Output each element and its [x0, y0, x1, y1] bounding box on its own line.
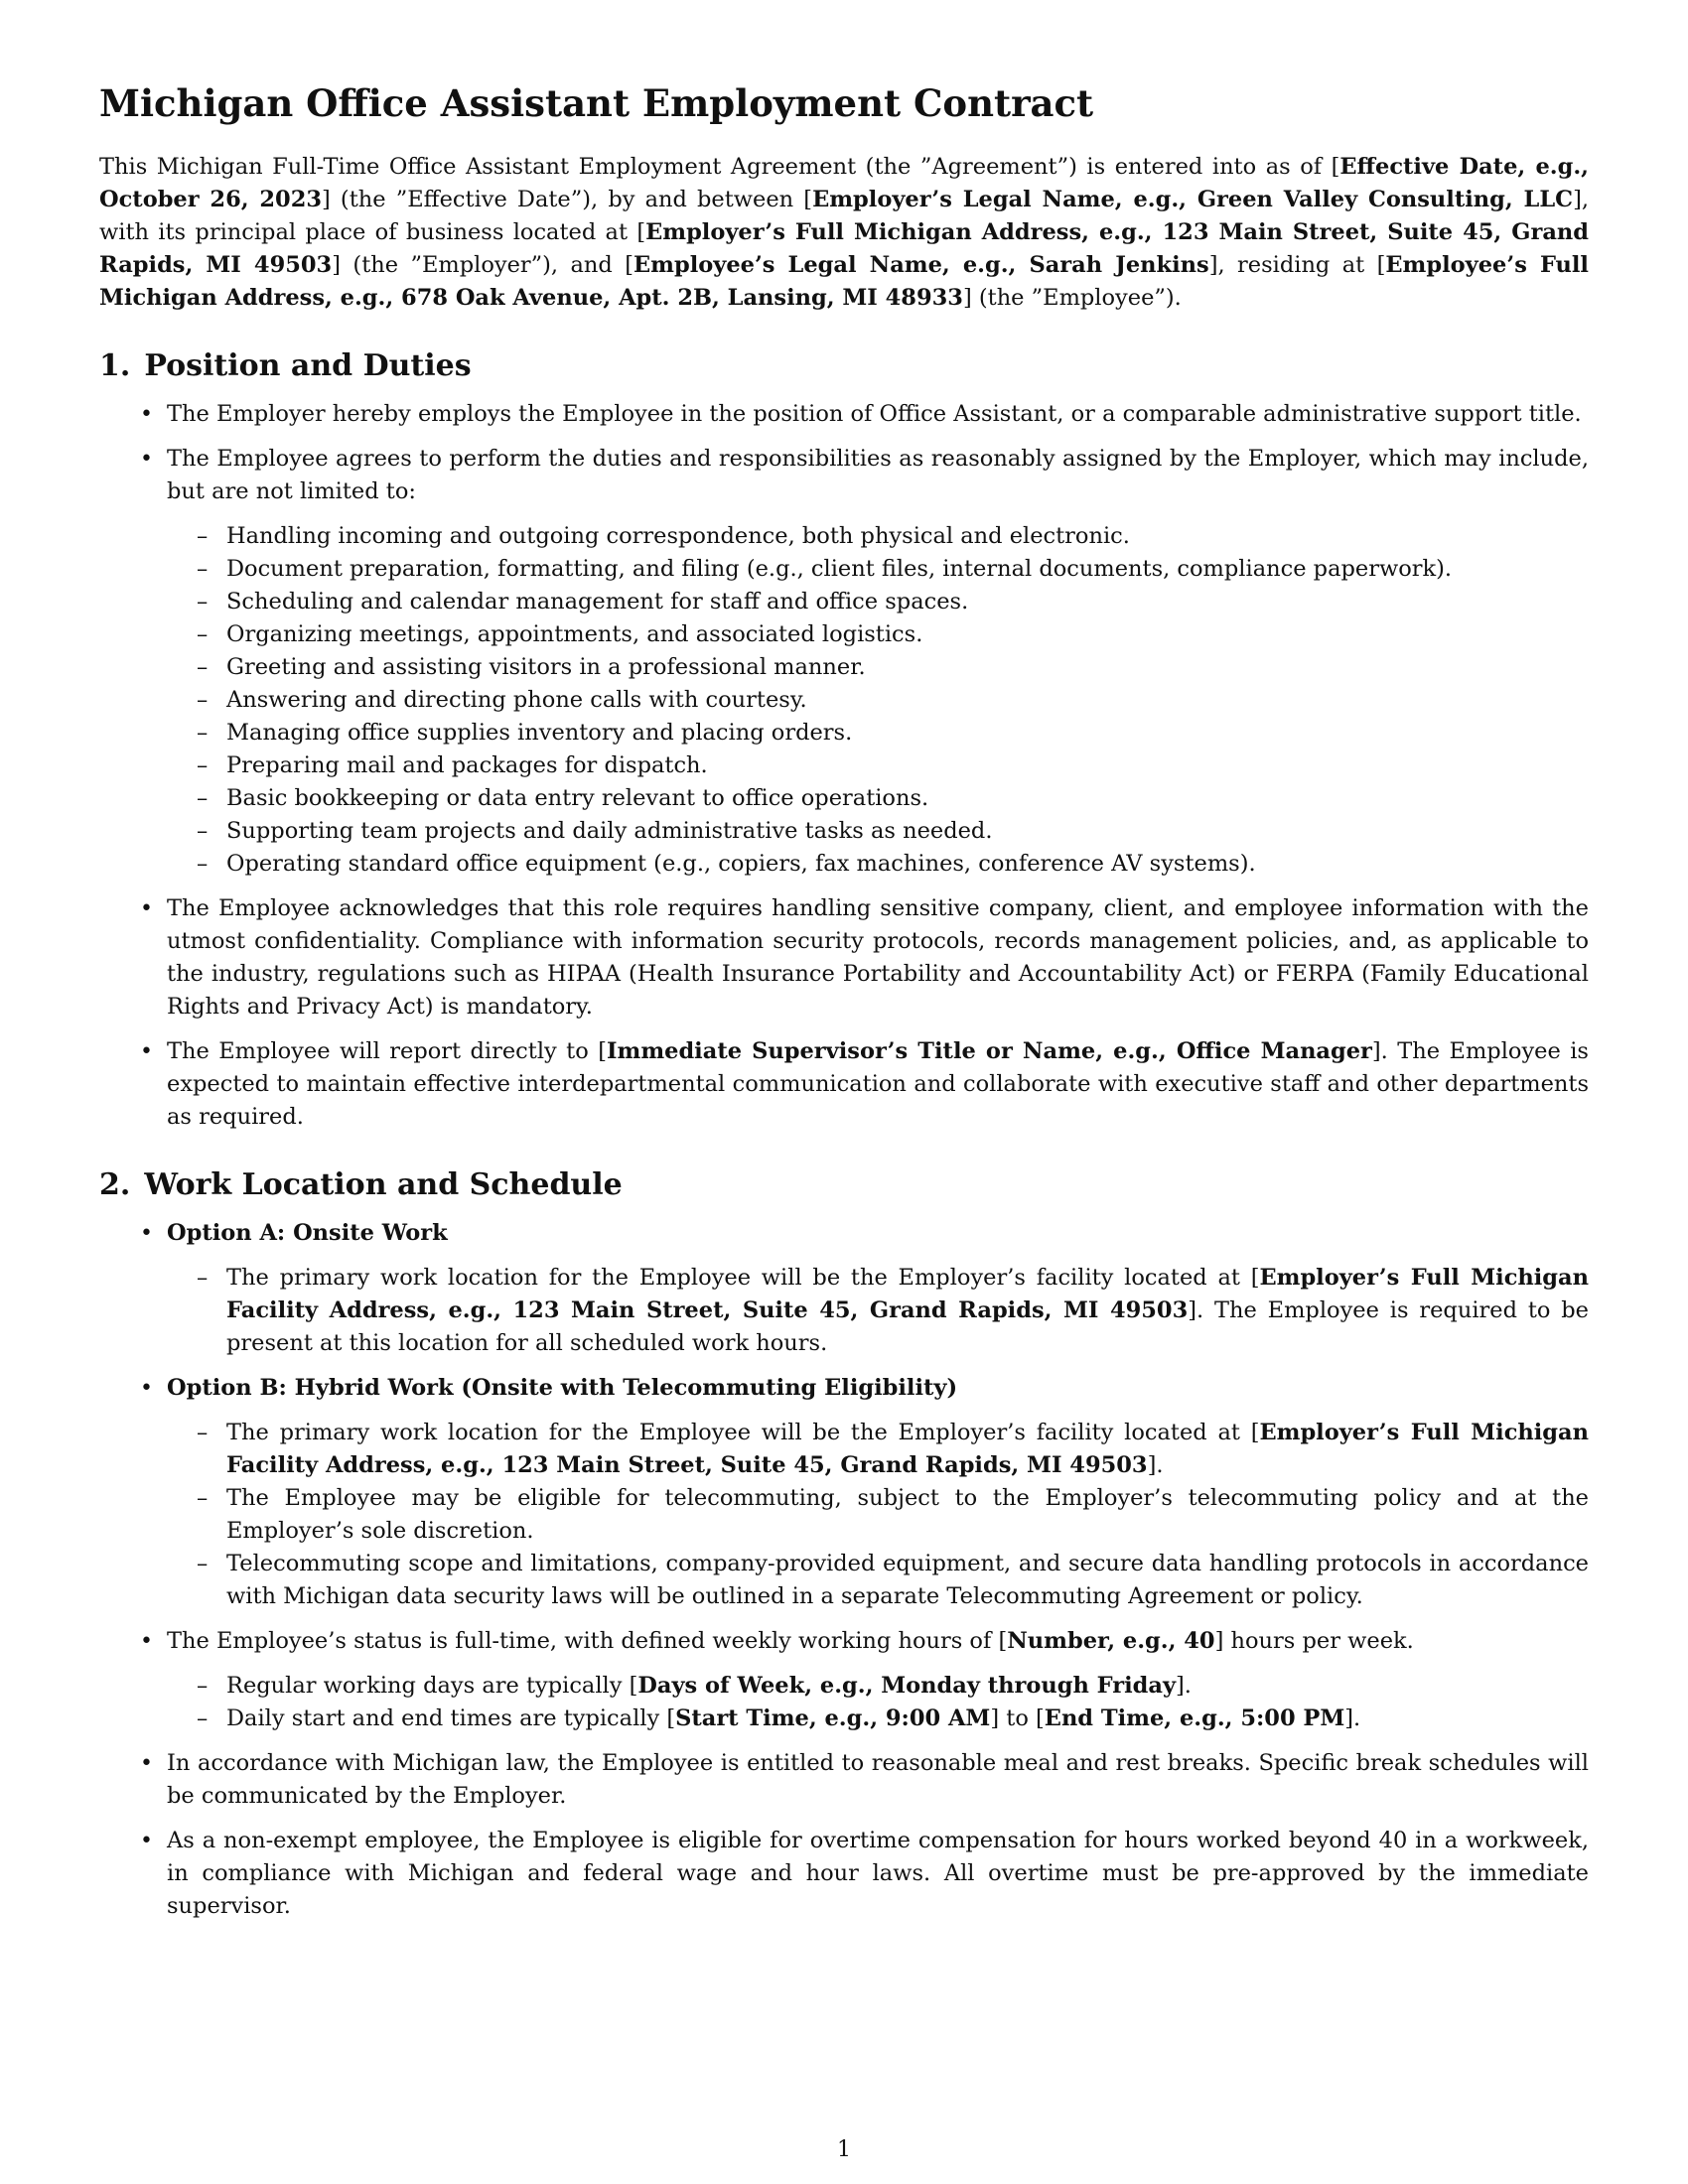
- reporting-bullet: [167, 1035, 1589, 1134]
- option-b-list: [167, 1417, 1589, 1613]
- duty-item: – Operating standard office equipment (e.g., copiers, fax machines, conference AV systems).: [226, 848, 1589, 881]
- duties-bullet: [167, 443, 1589, 881]
- duty-item: – Answering and directing phone calls with courtesy.: [226, 684, 1589, 717]
- employer-name-placeholder: Employer’s Legal Name, e.g., Green Valley Consulting, LLC: [812, 187, 1574, 213]
- duty-item: – Scheduling and calendar management for staff and office spaces.: [226, 586, 1589, 618]
- schedule-text: Daily start and end times are typically [: [226, 1706, 676, 1732]
- option-a-title: Option A: Onsite Work: [167, 1220, 448, 1247]
- option-b-item: [226, 1417, 1589, 1482]
- duty-item: – Handling incoming and outgoing correspondence, both physical and electronic.: [226, 520, 1589, 553]
- option-text: The primary work location for the Employee will be the Employer’s facility located at [: [226, 1265, 1260, 1292]
- intro-text: This Michigan Full-Time Office Assistant Employment Agreement (the ”Agreement”) is entered into as of [: [99, 154, 1340, 181]
- option-text: ]. The Employee is required to be present at this location for all scheduled work hours.: [226, 1297, 1589, 1357]
- schedule-text: ].: [1344, 1706, 1361, 1732]
- confidentiality-bullet: • The Employee acknowledges that this role requires handling sensitive company, client, and employee information with the utmost confidentiality. Compliance with information security protocols, records management policies, and, as applicable to the industry, regulations such as HIPAA (Health Insurance Portability and Accountability Act) or FERPA (Family Educational Rights and Privacy Act) is mandatory.: [167, 892, 1589, 1024]
- schedule-text: ].: [1176, 1673, 1192, 1700]
- reporting-text: The Employee will report directly to [: [167, 1038, 607, 1065]
- document-page: [99, 81, 1589, 1935]
- option-b-item: – The Employee may be eligible for telecommuting, subject to the Employer’s telecommuting policy and at the Employer’s sole discretion.: [226, 1482, 1589, 1548]
- start-time-placeholder: Start Time, e.g., 9:00 AM: [675, 1706, 991, 1732]
- section-number: 1.: [99, 348, 131, 384]
- employee-address-placeholder: Employee’s Full Michigan Address, e.g., 678 Oak Avenue, Apt. 2B, Lansing, MI 48933: [99, 252, 1589, 312]
- working-days-item: [226, 1670, 1589, 1703]
- intro-paragraph: [99, 151, 1589, 315]
- status-bullet: [167, 1625, 1589, 1735]
- facility-address-placeholder: Employer’s Full Michigan Facility Address, e.g., 123 Main Street, Suite 45, Grand Rapids, MI 49503: [226, 1420, 1589, 1479]
- duty-item: – Document preparation, formatting, and filing (e.g., client files, internal documents, compliance paperwork).: [226, 553, 1589, 586]
- duty-item: – Greeting and assisting visitors in a professional manner.: [226, 651, 1589, 684]
- duty-item: – Preparing mail and packages for dispatch.: [226, 750, 1589, 782]
- section-number: 2.: [99, 1167, 131, 1203]
- hours-placeholder: Number, e.g., 40: [1007, 1628, 1215, 1655]
- intro-text: ], with its principal place of business located at [: [99, 187, 1589, 246]
- effective-date-placeholder: Effective Date, e.g., October 26, 2023: [99, 154, 1590, 213]
- working-times-item: [226, 1703, 1589, 1735]
- option-b-bullet: [167, 1372, 1589, 1613]
- document-title: Michigan Office Assistant Employment Contract: [99, 81, 1094, 125]
- duty-item: – Supporting team projects and daily administrative tasks as needed.: [226, 815, 1589, 848]
- breaks-bullet: • In accordance with Michigan law, the Employee is entitled to reasonable meal and rest breaks. Specific break schedules will be communicated by the Employer.: [167, 1747, 1589, 1813]
- section-title: Work Location and Schedule: [144, 1167, 623, 1203]
- intro-text: ], residing at [: [1208, 252, 1386, 279]
- status-text: ] hours per week.: [1214, 1628, 1414, 1655]
- option-text: The primary work location for the Employee will be the Employer’s facility located at [: [226, 1420, 1260, 1446]
- intro-text: ] (the ”Employee”).: [962, 285, 1182, 312]
- status-text: The Employee’s status is full-time, with defined weekly working hours of [: [167, 1628, 1008, 1655]
- option-b-item: – Telecommuting scope and limitations, company-provided equipment, and secure data handling protocols in accordance with Michigan data security laws will be outlined in a separate Telecommuting Agreement or policy.: [226, 1548, 1589, 1613]
- section-1-heading: [99, 348, 1589, 384]
- duty-item: – Managing office supplies inventory and placing orders.: [226, 717, 1589, 750]
- overtime-bullet: • As a non-exempt employee, the Employee is eligible for overtime compensation for hours worked beyond 40 in a workweek, in compliance with Michigan and federal wage and hour laws. All overtime must be pre-approved by the immediate supervisor.: [167, 1825, 1589, 1923]
- page-number: 1: [837, 2137, 851, 2162]
- duties-intro: The Employee agrees to perform the duties and responsibilities as reasonably assigned by the Employer, which may include, but are not limited to:: [167, 446, 1589, 505]
- option-a-item: [226, 1262, 1589, 1360]
- schedule-text: Regular working days are typically [: [226, 1673, 638, 1700]
- option-b-title: Option B: Hybrid Work (Onsite with Telecommuting Eligibility): [167, 1375, 958, 1402]
- schedule-text: ] to [: [990, 1706, 1045, 1732]
- intro-text: ] (the ”Effective Date”), by and between [: [322, 187, 813, 213]
- section-2-list: [99, 1217, 1589, 1923]
- employer-address-placeholder: Employer’s Full Michigan Address, e.g., 123 Main Street, Suite 45, Grand Rapids, MI 49503: [99, 219, 1589, 279]
- duty-item: – Organizing meetings, appointments, and associated logistics.: [226, 618, 1589, 651]
- days-placeholder: Days of Week, e.g., Monday through Friday: [637, 1673, 1177, 1700]
- option-a-list: [167, 1262, 1589, 1360]
- schedule-list: [167, 1670, 1589, 1735]
- employee-name-placeholder: Employee’s Legal Name, e.g., Sarah Jenkins: [633, 252, 1209, 279]
- option-text: ].: [1147, 1452, 1164, 1479]
- duty-item: – Basic bookkeeping or data entry relevant to office operations.: [226, 782, 1589, 815]
- position-bullet: • The Employer hereby employs the Employee in the position of Office Assistant, or a comparable administrative support title.: [167, 398, 1589, 431]
- end-time-placeholder: End Time, e.g., 5:00 PM: [1044, 1706, 1345, 1732]
- section-2-heading: [99, 1167, 1589, 1203]
- section-1-list: [99, 398, 1589, 1134]
- intro-text: ] (the ”Employer”), and [: [332, 252, 633, 279]
- section-title: Position and Duties: [144, 348, 472, 384]
- duties-list: [167, 520, 1589, 881]
- option-a-bullet: [167, 1217, 1589, 1360]
- facility-address-placeholder: Employer’s Full Michigan Facility Address, e.g., 123 Main Street, Suite 45, Grand Rapids, MI 49503: [226, 1265, 1589, 1324]
- reporting-text: ]. The Employee is expected to maintain effective interdepartmental communication and collaborate with executive staff and other departments as required.: [167, 1038, 1589, 1131]
- supervisor-placeholder: Immediate Supervisor’s Title or Name, e.g., Office Manager: [607, 1038, 1372, 1065]
